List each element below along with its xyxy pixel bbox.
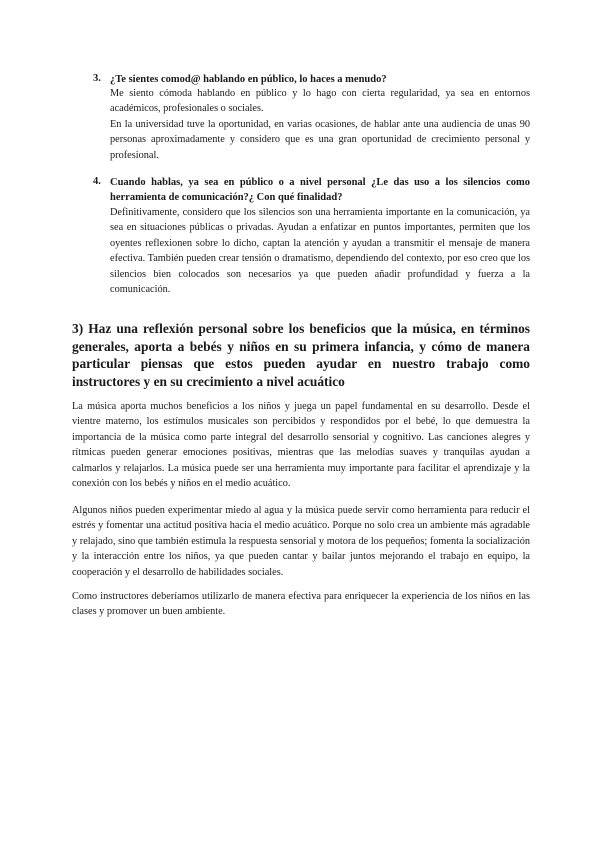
section-3-paragraph: Algunos niños pueden experimentar miedo al agua y la música puede servir como herramienta para reducir el estrés y fomentar una actitud positiva hacia el medio acuático. Porque no solo crea un ambiente más agradable y relajado, sino que también estimula la respuesta sensorial y motora de los pequeños; fomenta la socialización y la interacción entre los niños, ya que pueden cantar y bailar juntos mejorando el trabajo en equipo, la cooperación y el desarrollo de habilidades sociales. — [72, 505, 530, 578]
section-3-paragraph: La música aporta muchos beneficios a los niños y juega un papel fundamental en su desarrollo. Desde el vientre materno, los estímulos musicales son percibidos y respondidos por el bebé, lo que demuestra la importancia de la música como parte integral del desarrollo sensorial y cognitivo. Las canciones alegres y rítmicas pueden generar emociones positivas, mientras que las melodías suaves y tranquilas ayudan a calmarlos y relajarlos. La música puede ser una herramienta muy importante para facilitar el aprendizaje y la conexión con los bebés y niños en el medio acuático. — [72, 401, 530, 490]
question-4-number: 4. — [93, 176, 101, 187]
question-3-title: ¿Te sientes comod@ hablando en público, lo haces a menudo? — [110, 74, 387, 85]
question-3-number: 3. — [93, 73, 101, 84]
section-3-paragraph: Como instructores deberíamos utilizarlo de manera efectiva para enriquecer la experiencia de los niños en las clases y promover un buen ambiente. — [72, 591, 530, 618]
question-3-answer-p1: Me siento cómoda hablando en público y lo hago con cierta regularidad, ya sea en entornos académicos, profesionales o sociales. — [110, 88, 530, 115]
question-4-answer: Definitivamente, considero que los silencios son una herramienta importante en la comunicación, ya sea en situaciones públicas o privadas. Ayudan a enfatizar en puntos importantes, permiten que los oyentes reflexionen sobre lo dicho, captan la atención y ayudan a transmitir el mensaje de manera efectiva. También pueden crear tensión o dramatismo, dependiendo del contexto, por eso creo que los silencios bien colocados son necesarios ya que pueden añadir profundidad y fuerza a la comunicación. — [110, 207, 530, 296]
section-3-title: 3) Haz una reflexión personal sobre los beneficios que la música, en términos generales, aporta a bebés y niños en su primera infancia, y cómo de manera particular piensas que estos pueden ayudar en nuestro trabajo como instructores y en su crecimiento a nivel acuático — [72, 321, 530, 389]
question-3-answer-p2: En la universidad tuve la oportunidad, en varias ocasiones, de hablar ante una audiencia de unas 90 personas aproximadamente y considero que es una gran oportunidad de crecimiento personal y profesional. — [110, 119, 530, 161]
question-4-title: Cuando hablas, ya sea en público o a nivel personal ¿Le das uso a los silencios como herramienta de comunicación?¿ Con qué finalidad? — [110, 177, 530, 203]
